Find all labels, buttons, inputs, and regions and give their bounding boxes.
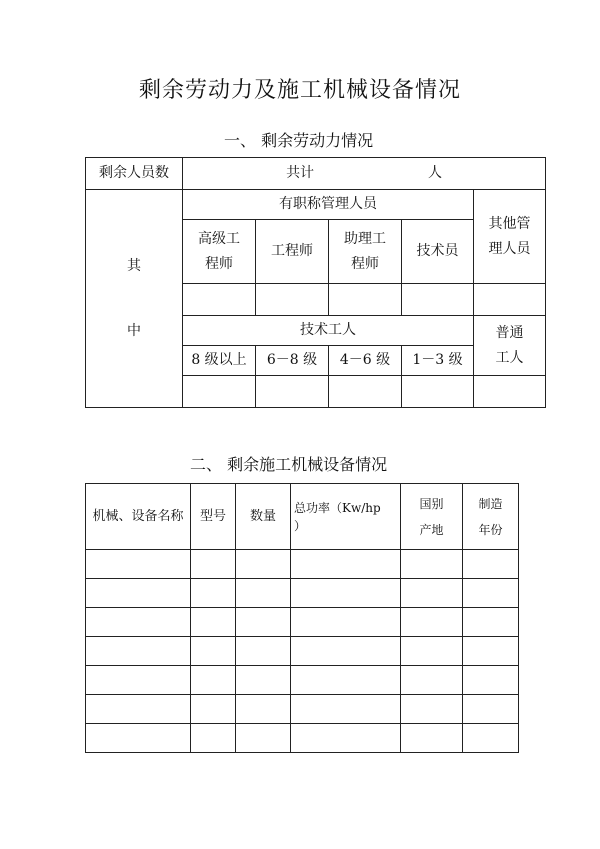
other-staff-line-1: 其他管 — [488, 215, 531, 232]
empty-cell — [291, 637, 401, 666]
table-row — [86, 579, 519, 608]
grade-1-3: 1－3 级 — [402, 346, 474, 376]
labor-table — [85, 157, 546, 408]
equipment-rows — [86, 550, 519, 753]
empty-cell — [463, 579, 519, 608]
empty-cell — [463, 550, 519, 579]
empty-cell — [86, 550, 191, 579]
tech-workers-header: 技术工人 — [183, 316, 474, 346]
col-header-origin — [401, 484, 463, 550]
empty-cell — [191, 637, 236, 666]
empty-cell — [236, 666, 291, 695]
empty-cell — [191, 695, 236, 724]
empty-cell — [291, 608, 401, 637]
title-line-1: 工程师 — [271, 243, 313, 259]
origin-line-2: 产地 — [419, 522, 444, 537]
empty-cell — [191, 550, 236, 579]
empty-cell — [291, 695, 401, 724]
page-title: 剩余劳动力及施工机械设备情况 — [138, 78, 461, 103]
empty-cell — [329, 376, 402, 408]
year-line-2: 年份 — [478, 522, 503, 537]
empty-cell — [191, 608, 236, 637]
empty-cell — [86, 637, 191, 666]
empty-cell — [463, 608, 519, 637]
title-line-2: 程师 — [351, 255, 379, 272]
col-header-name: 机械、设备名称 — [86, 484, 191, 550]
breakdown-label — [86, 190, 183, 408]
empty-cell — [183, 376, 256, 408]
other-staff-line-2: 理人员 — [488, 240, 531, 257]
empty-cell — [329, 284, 402, 316]
breakdown-label-2: 中 — [127, 322, 141, 339]
empty-cell — [86, 608, 191, 637]
empty-cell — [236, 550, 291, 579]
empty-cell — [291, 666, 401, 695]
empty-cell — [474, 376, 546, 408]
table-row — [86, 724, 519, 753]
origin-line-1: 国别 — [419, 496, 444, 511]
empty-cell — [463, 695, 519, 724]
empty-cell — [236, 637, 291, 666]
empty-cell — [401, 695, 463, 724]
remaining-count-label: 剩余人员数 — [86, 158, 183, 190]
empty-cell — [402, 376, 474, 408]
section-title-labor: 一、 剩余劳动力情况 — [224, 131, 374, 150]
empty-cell — [236, 695, 291, 724]
title-senior-engineer — [183, 220, 256, 284]
title-technician — [402, 220, 474, 284]
general-workers-header — [474, 316, 546, 376]
breakdown-label-1: 其 — [127, 257, 141, 274]
col-header-power — [291, 484, 401, 550]
empty-cell — [86, 695, 191, 724]
total-prefix: 共计 — [286, 165, 315, 181]
title-line-1: 高级工 — [198, 230, 240, 247]
grade-4-6: 4－6 级 — [329, 346, 402, 376]
empty-cell — [463, 724, 519, 753]
empty-cell — [191, 724, 236, 753]
empty-cell — [401, 666, 463, 695]
empty-cell — [401, 637, 463, 666]
empty-cell — [402, 284, 474, 316]
general-workers-line-2: 工人 — [495, 349, 524, 366]
empty-cell — [291, 724, 401, 753]
empty-cell — [401, 724, 463, 753]
col-header-qty: 数量 — [236, 484, 291, 550]
empty-cell — [236, 608, 291, 637]
table-row — [86, 550, 519, 579]
empty-cell — [191, 579, 236, 608]
empty-cell — [256, 376, 329, 408]
title-line-1: 技术员 — [416, 243, 459, 259]
empty-cell — [291, 550, 401, 579]
col-header-year — [463, 484, 519, 550]
empty-cell — [183, 284, 256, 316]
empty-cell — [291, 579, 401, 608]
power-line-2: ） — [294, 518, 307, 533]
empty-cell — [236, 724, 291, 753]
grade-8-plus: 8 级以上 — [183, 346, 256, 376]
other-staff-header — [474, 190, 546, 284]
grade-6-8: 6－8 级 — [256, 346, 329, 376]
total-suffix: 人 — [427, 165, 442, 181]
title-line-2: 程师 — [205, 255, 233, 272]
empty-cell — [401, 608, 463, 637]
empty-cell — [463, 637, 519, 666]
empty-cell — [401, 579, 463, 608]
section-title-equipment: 二、 剩余施工机械设备情况 — [190, 455, 388, 474]
table-row — [86, 608, 519, 637]
table-row — [86, 695, 519, 724]
empty-cell — [86, 666, 191, 695]
empty-cell — [463, 666, 519, 695]
empty-cell — [236, 579, 291, 608]
titled-staff-header: 有职称管理人员 — [183, 190, 474, 220]
title-engineer — [256, 220, 329, 284]
table-row — [86, 666, 519, 695]
empty-cell — [474, 284, 546, 316]
empty-cell — [191, 666, 236, 695]
col-header-model: 型号 — [191, 484, 236, 550]
empty-cell — [86, 724, 191, 753]
table-row — [86, 637, 519, 666]
title-line-1: 助理工 — [344, 230, 386, 247]
title-assistant-engineer — [329, 220, 402, 284]
total-count-cell — [183, 158, 546, 190]
power-line-1: 总功率（Kw/hp — [294, 500, 381, 515]
year-line-1: 制造 — [478, 496, 503, 511]
empty-cell — [256, 284, 329, 316]
general-workers-line-1: 普通 — [495, 324, 524, 341]
equipment-table — [85, 483, 519, 753]
empty-cell — [401, 550, 463, 579]
empty-cell — [86, 579, 191, 608]
